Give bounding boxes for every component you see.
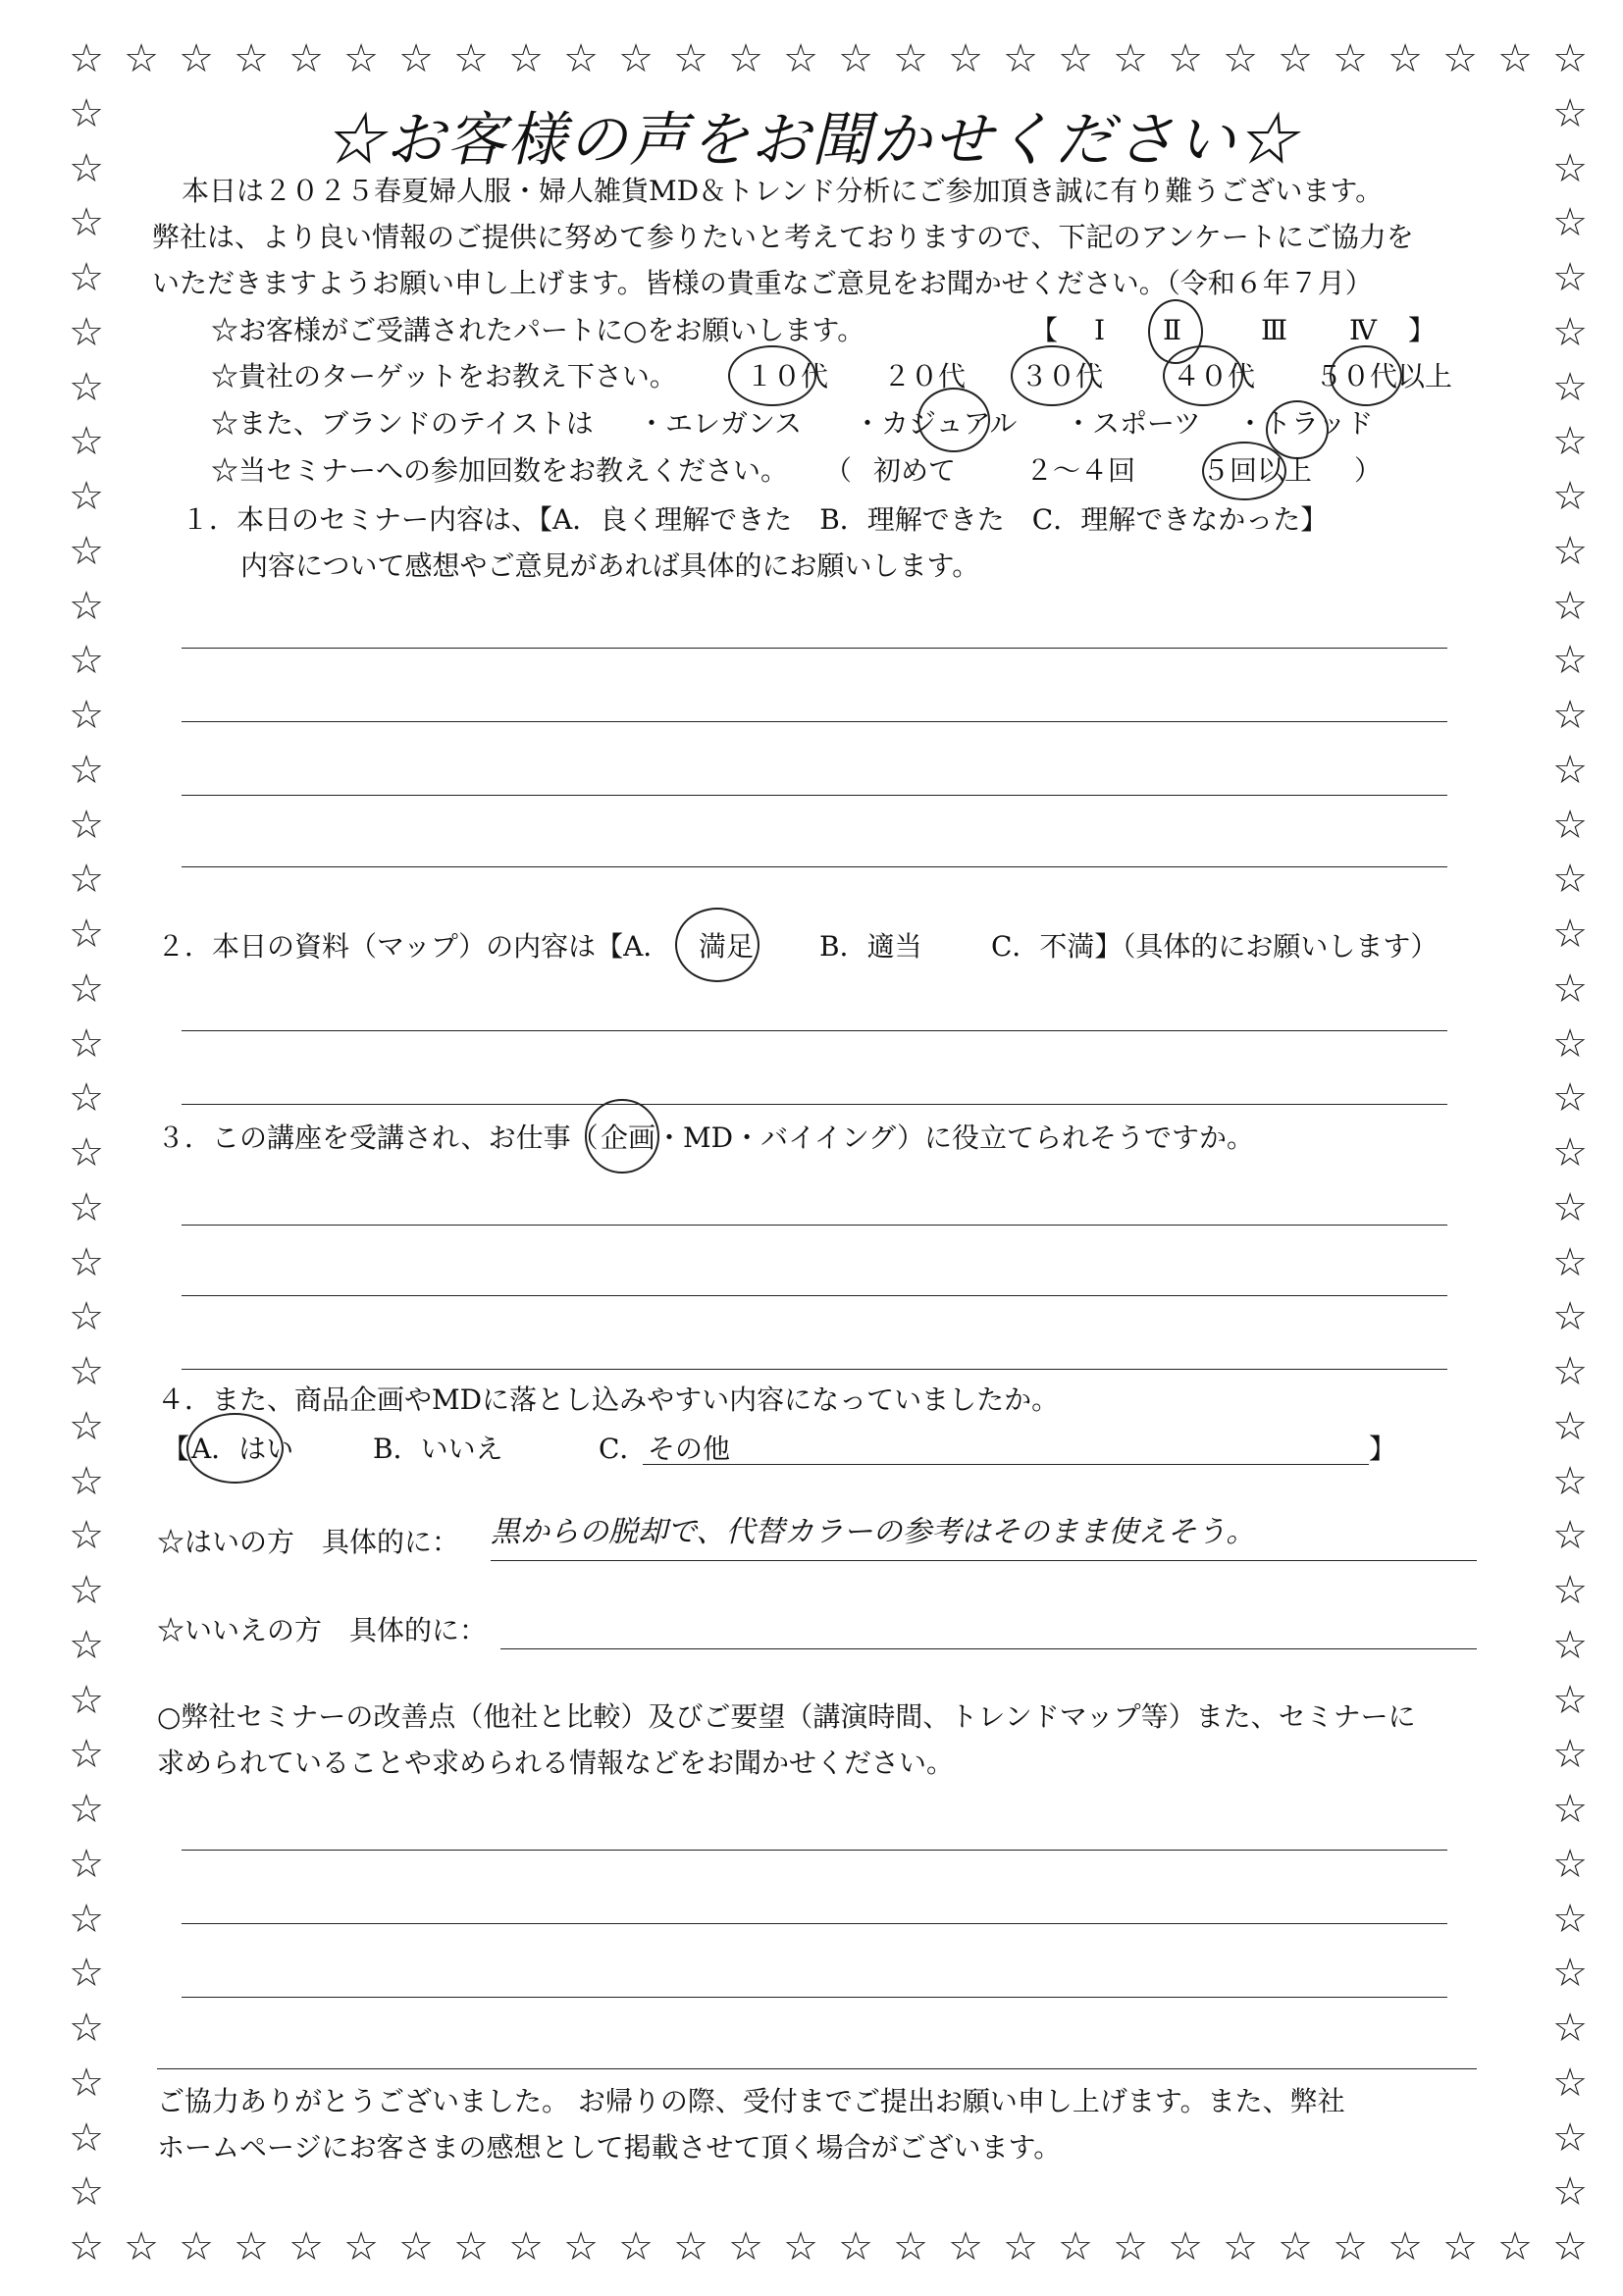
no-detail-line[interactable] [500,1648,1477,1649]
border-star-icon: ☆ [1552,1239,1588,1285]
border-star-icon: ☆ [1552,1184,1588,1230]
taste-option-casual[interactable]: ・カジュアル [854,407,1018,440]
q2-option-a-circle [675,908,759,982]
border-star-icon: ☆ [1223,36,1258,81]
border-star-icon: ☆ [69,693,104,738]
border-star-icon: ☆ [1552,1568,1588,1613]
border-star-icon: ☆ [453,36,489,81]
border-star-icon: ☆ [893,2224,928,2270]
count-question-label: ☆当セミナーへの参加回数をお教えください。 [211,454,789,487]
border-star-icon: ☆ [1552,2114,1588,2161]
border-star-icon: ☆ [1552,1896,1588,1942]
border-star-icon: ☆ [69,1075,104,1122]
border-star-icon: ☆ [69,1732,104,1778]
border-star-icon: ☆ [1552,1787,1588,1832]
border-star-icon: ☆ [69,1020,104,1067]
border-star-icon: ☆ [1552,309,1588,355]
border-star-icon: ☆ [948,36,983,81]
border-star-icon: ☆ [1552,2224,1588,2270]
q2-answer-line-2[interactable] [182,1104,1447,1105]
improve-answer-line-3[interactable] [182,1997,1447,1998]
border-star-icon: ☆ [69,1130,104,1175]
border-star-icon: ☆ [343,36,379,81]
yes-detail-line [491,1560,1477,1561]
q2-answer-line-1[interactable] [182,1030,1447,1031]
border-star-icon: ☆ [1168,2224,1203,2270]
border-star-icon: ☆ [69,309,104,355]
border-star-icon: ☆ [1552,1677,1588,1723]
part-bracket-open: 【 [1030,314,1059,346]
q1-answer-line-3[interactable] [182,795,1447,796]
part-option-3[interactable]: Ⅲ [1261,314,1288,346]
q4-option-c-label: その他 [648,1433,731,1465]
target-option-50s-circle [1330,345,1402,406]
border-star-icon: ☆ [508,2224,544,2270]
page-title: ☆お客様の声をお聞かせください☆ [325,106,1298,175]
border-star-icon: ☆ [69,1239,104,1285]
target-option-30s-circle [1011,345,1093,406]
q4-other-line[interactable] [643,1464,1369,1465]
border-star-icon: ☆ [1552,1403,1588,1449]
border-star-icon: ☆ [69,1787,104,1832]
border-star-icon: ☆ [69,1349,104,1394]
border-star-icon: ☆ [1552,1841,1588,1887]
border-star-icon: ☆ [69,528,104,574]
border-star-icon: ☆ [69,36,104,81]
border-star-icon: ☆ [1552,364,1588,410]
border-star-icon: ☆ [69,255,104,300]
border-star-icon: ☆ [563,2224,599,2270]
target-option-30s[interactable]: ３０代 [1021,360,1104,392]
border-star-icon: ☆ [69,912,104,957]
border-star-icon: ☆ [1552,1951,1588,1997]
q1-answer-line-2[interactable] [182,721,1447,722]
border-star-icon: ☆ [783,2224,818,2270]
border-star-icon: ☆ [69,1184,104,1230]
border-star-icon: ☆ [1168,36,1203,81]
count-option-2to4[interactable]: ２～４回 [1025,454,1136,487]
border-star-icon: ☆ [1058,36,1093,81]
q3-answer-line-2[interactable] [182,1295,1447,1296]
border-star-icon: ☆ [69,857,104,903]
border-star-icon: ☆ [1552,1130,1588,1175]
q4-bracket-open: 【 [162,1433,190,1465]
improve-line-1: ○弊社セミナーの改善点（他社と比較）及びご要望（講演時間、トレンドマップ等）また、セミナーに [157,1700,1416,1733]
footer-line-2: ホームページにお客さまの感想として掲載させて頂く場合がございます。 [157,2131,1062,2164]
border-star-icon: ☆ [1113,36,1148,81]
border-star-icon: ☆ [1552,965,1588,1012]
q3-suffix: ・MD・バイイング）に役立てられそうですか。 [655,1122,1255,1154]
border-star-icon: ☆ [69,1896,104,1942]
q4-option-c[interactable]: C． [599,1433,648,1465]
no-detail-label: ☆いいえの方 具体的に： [157,1614,488,1646]
count-option-first[interactable]: 初めて [873,454,957,487]
q2-option-c[interactable]: C．不満】（具体的にお願いします） [991,930,1439,963]
border-star-icon: ☆ [69,1294,104,1340]
border-star-icon: ☆ [179,2224,214,2270]
border-star-icon: ☆ [1552,912,1588,957]
border-star-icon: ☆ [69,1403,104,1449]
border-star-icon: ☆ [343,2224,379,2270]
border-star-icon: ☆ [69,1458,104,1504]
border-star-icon: ☆ [69,2060,104,2106]
border-star-icon: ☆ [69,2006,104,2051]
border-star-icon: ☆ [1003,36,1038,81]
border-star-icon: ☆ [673,2224,708,2270]
improve-line-2: 求められていることや求められる情報などをお聞かせください。 [157,1747,955,1779]
q2-option-b[interactable]: B．適当 [819,930,922,963]
border-star-icon: ☆ [69,802,104,848]
target-option-50s-plus[interactable]: ５０代以上 [1315,360,1453,392]
border-star-icon: ☆ [1552,528,1588,574]
border-star-icon: ☆ [1552,200,1588,246]
border-star-icon: ☆ [618,2224,654,2270]
border-star-icon: ☆ [1387,2224,1423,2270]
border-star-icon: ☆ [508,36,544,81]
count-bracket-close: ） [1354,454,1383,487]
q4-option-a[interactable]: A．はい [191,1433,294,1465]
border-star-icon: ☆ [1552,1622,1588,1668]
border-star-icon: ☆ [69,583,104,629]
border-star-icon: ☆ [1552,2006,1588,2051]
target-option-10s[interactable]: １０代 [746,360,829,392]
border-star-icon: ☆ [1552,36,1588,81]
q4-bracket-close: 】 [1369,1433,1397,1465]
border-star-icon: ☆ [1552,2060,1588,2106]
border-star-icon: ☆ [1497,36,1533,81]
border-star-icon: ☆ [1003,2224,1038,2270]
border-star-icon: ☆ [618,36,654,81]
border-star-icon: ☆ [124,2224,159,2270]
taste-option-trad[interactable]: ・トラッド [1236,407,1374,440]
border-star-icon: ☆ [728,2224,763,2270]
intro-line-2: 弊社は、より良い情報のご提供に努めて参りたいと考えておりますので、下記のアンケートにご協力を [152,221,1414,253]
count-option-5plus[interactable]: ５回以上 [1202,454,1313,487]
count-option-5plus-circle [1202,442,1286,500]
border-star-icon: ☆ [1552,474,1588,519]
part-option-1[interactable]: Ⅰ [1094,314,1106,346]
border-star-icon: ☆ [288,2224,324,2270]
border-star-icon: ☆ [69,2224,104,2270]
border-star-icon: ☆ [1058,2224,1093,2270]
border-star-icon: ☆ [69,2169,104,2216]
border-star-icon: ☆ [728,36,763,81]
border-star-icon: ☆ [1552,747,1588,793]
q4-text: ４．また、商品企画やMDに落とし込みやすい内容になっていましたか。 [157,1383,1060,1416]
border-star-icon: ☆ [398,36,434,81]
border-star-icon: ☆ [1113,2224,1148,2270]
part-question-label: ☆お客様がご受講されたパートに○をお願いします。 [211,314,865,346]
border-star-icon: ☆ [69,2114,104,2161]
border-star-icon: ☆ [1552,2169,1588,2216]
border-star-icon: ☆ [893,36,928,81]
q3-answer-line-3[interactable] [182,1369,1447,1370]
q4-option-b[interactable]: B．いいえ [373,1433,503,1465]
border-star-icon: ☆ [1333,2224,1368,2270]
border-star-icon: ☆ [179,36,214,81]
count-bracket-open: （ [824,454,853,487]
border-star-icon: ☆ [69,965,104,1012]
target-option-20s[interactable]: ２０代 [883,360,967,392]
border-star-icon: ☆ [69,1513,104,1559]
taste-option-sports[interactable]: ・スポーツ [1065,407,1201,440]
q2-prefix: ２．本日の資料（マップ）の内容は【A． [157,930,671,963]
border-star-icon: ☆ [69,90,104,136]
border-star-icon: ☆ [69,419,104,465]
q1-answer-line-4[interactable] [182,866,1447,867]
footer-line-1: ご協力ありがとうございました。 お帰りの際、受付までご提出お願い申し上げます。また、弊社 [157,2085,1345,2117]
q3-option-planning[interactable]: 企画 [601,1122,656,1154]
q3-answer-line-1[interactable] [182,1225,1447,1226]
border-star-icon: ☆ [1552,90,1588,136]
q2-option-a[interactable]: 満足 [699,930,755,963]
taste-option-elegance[interactable]: ・エレガンス [638,407,803,440]
taste-option-casual-circle [917,388,990,452]
border-star-icon: ☆ [1387,36,1423,81]
q3-prefix: ３．この講座を受講され、お仕事（ [157,1122,599,1154]
footer-divider [157,2068,1477,2069]
border-star-icon: ☆ [1552,1294,1588,1340]
border-star-icon: ☆ [234,2224,269,2270]
border-star-icon: ☆ [1552,1020,1588,1067]
border-star-icon: ☆ [69,1841,104,1887]
border-star-icon: ☆ [69,200,104,246]
taste-question-label: ☆また、ブランドのテイストは [211,407,594,440]
border-star-icon: ☆ [453,2224,489,2270]
target-option-40s-circle [1163,345,1243,406]
border-star-icon: ☆ [1278,36,1313,81]
q4-option-a-circle [186,1413,284,1484]
border-star-icon: ☆ [1552,255,1588,300]
target-question-label: ☆貴社のターゲットをお教え下さい。 [211,360,677,392]
border-star-icon: ☆ [1278,2224,1313,2270]
border-star-icon: ☆ [69,1568,104,1613]
target-option-40s[interactable]: ４０代 [1173,360,1256,392]
border-star-icon: ☆ [124,36,159,81]
border-star-icon: ☆ [1333,36,1368,81]
border-star-icon: ☆ [1552,802,1588,848]
q1-text: １．本日のセミナー内容は、【A．良く理解できた B．理解できた C．理解できなかった】 [182,503,1329,536]
border-star-icon: ☆ [69,1951,104,1997]
border-star-icon: ☆ [1442,36,1478,81]
border-star-icon: ☆ [398,2224,434,2270]
border-star-icon: ☆ [1552,419,1588,465]
border-star-icon: ☆ [838,2224,873,2270]
improve-answer-line-2[interactable] [182,1923,1447,1924]
border-star-icon: ☆ [69,1622,104,1668]
yes-detail-label: ☆はいの方 具体的に： [157,1526,460,1558]
q1-answer-line-1[interactable] [182,648,1447,649]
border-star-icon: ☆ [1552,693,1588,738]
target-option-10s-circle [728,345,816,406]
border-star-icon: ☆ [783,36,818,81]
border-star-icon: ☆ [69,145,104,191]
improve-answer-line-1[interactable] [182,1850,1447,1851]
yes-detail-answer[interactable]: 黒からの脱却で、代替カラーの参考はそのまま使えそう。 [491,1515,1256,1549]
border-star-icon: ☆ [1223,2224,1258,2270]
border-star-icon: ☆ [1552,145,1588,191]
border-star-icon: ☆ [234,36,269,81]
border-star-icon: ☆ [69,364,104,410]
border-star-icon: ☆ [69,1677,104,1723]
border-star-icon: ☆ [1552,1349,1588,1394]
border-star-icon: ☆ [69,747,104,793]
border-star-icon: ☆ [288,36,324,81]
border-star-icon: ☆ [1552,1513,1588,1559]
border-star-icon: ☆ [1552,583,1588,629]
border-star-icon: ☆ [1552,1075,1588,1122]
intro-line-3: いただきますようお願い申し上げます。皆様の貴重なご意見をお聞かせください。（令和６年７月） [152,267,1373,299]
border-star-icon: ☆ [1497,2224,1533,2270]
border-star-icon: ☆ [1552,1458,1588,1504]
part-option-4[interactable]: Ⅳ [1349,314,1377,346]
border-star-icon: ☆ [69,638,104,684]
intro-line-1: 本日は２０２５春夏婦人服・婦人雑貨MD＆トレンド分析にご参加頂き誠に有り難うございます。 [182,175,1384,207]
border-star-icon: ☆ [838,36,873,81]
q1-sub: 内容について感想やご意見があれば具体的にお願いします。 [240,549,980,582]
q3-planning-circle [585,1099,659,1174]
border-star-icon: ☆ [1552,1732,1588,1778]
border-star-icon: ☆ [69,474,104,519]
part-bracket-close: 】 [1408,314,1437,346]
border-star-icon: ☆ [1552,638,1588,684]
border-star-icon: ☆ [563,36,599,81]
border-star-icon: ☆ [1552,857,1588,903]
part-option-2[interactable]: Ⅱ [1163,314,1182,346]
border-star-icon: ☆ [1442,2224,1478,2270]
border-star-icon: ☆ [673,36,708,81]
border-star-icon: ☆ [948,2224,983,2270]
